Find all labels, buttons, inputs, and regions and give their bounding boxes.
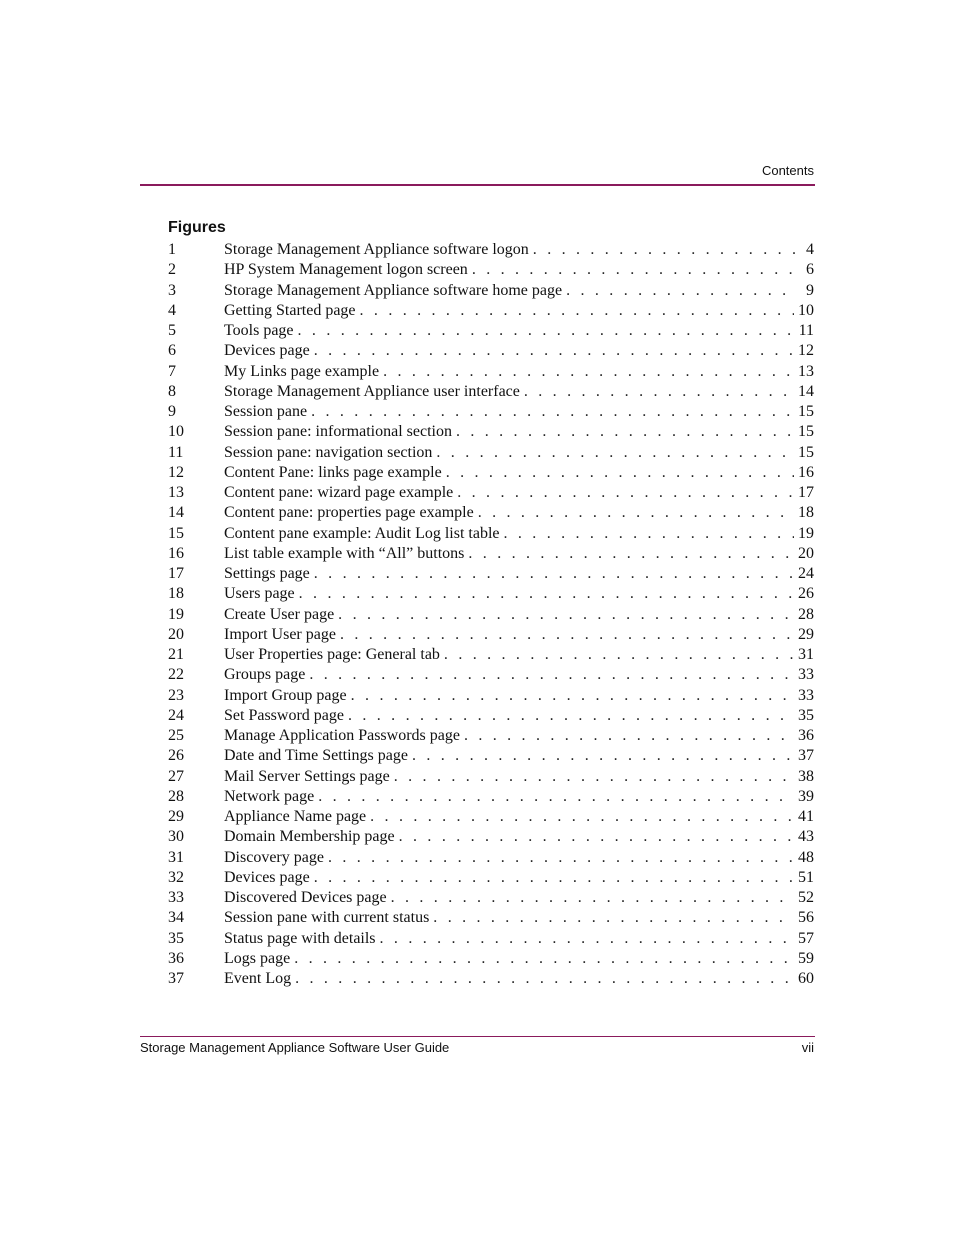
toc-entry[interactable]: [168, 463, 814, 483]
figure-number: 22: [168, 666, 184, 684]
figure-title: Import User page: [224, 625, 336, 643]
toc-entry[interactable]: [168, 564, 814, 584]
figure-number: 1: [168, 241, 176, 258]
toc-entry[interactable]: [168, 767, 814, 787]
toc-entry[interactable]: [168, 787, 814, 807]
figure-title: Groups page: [224, 666, 306, 684]
figure-number: 2: [168, 261, 176, 279]
figure-page-number: 38: [798, 767, 814, 785]
dot-leader: [391, 888, 794, 908]
figure-title: Logs page: [224, 949, 291, 967]
dot-leader: [446, 463, 794, 483]
dot-leader: [456, 422, 794, 442]
figure-title: Import Group page: [224, 686, 347, 704]
figure-number: 35: [168, 929, 184, 947]
figure-title: Session pane: informational section: [224, 423, 452, 441]
dot-leader: [328, 848, 794, 868]
figure-page-number: 31: [798, 646, 814, 663]
figure-page-number: 13: [798, 362, 814, 380]
dot-leader: [298, 321, 795, 341]
figure-number: 30: [168, 828, 184, 846]
figure-number: 3: [168, 281, 176, 299]
dot-leader: [524, 382, 794, 402]
figure-page-number: 36: [798, 727, 814, 744]
figure-number: 27: [168, 767, 184, 785]
figure-number: 17: [168, 565, 184, 582]
figure-number: 18: [168, 585, 184, 603]
figure-title: Storage Management Appliance user interface: [224, 382, 520, 400]
figure-number: 5: [168, 322, 176, 339]
figure-number: 12: [168, 463, 184, 481]
figure-number: 24: [168, 706, 184, 724]
dot-leader: [472, 260, 796, 280]
figure-number: 4: [168, 301, 176, 319]
figure-title: Appliance Name page: [224, 808, 367, 825]
figure-page-number: 29: [798, 625, 814, 643]
toc-entry[interactable]: [168, 422, 814, 442]
dot-leader: [566, 281, 796, 301]
figure-number: 33: [168, 889, 184, 906]
dot-leader: [383, 362, 794, 382]
dot-leader: [468, 544, 794, 564]
toc-entry[interactable]: [168, 382, 814, 402]
toc-entry[interactable]: [168, 402, 814, 422]
figure-title: List table example with “All” buttons: [224, 544, 465, 562]
dot-leader: [394, 767, 794, 787]
figure-number: 34: [168, 909, 184, 927]
figure-page-number: 35: [798, 706, 814, 724]
toc-entry[interactable]: [168, 544, 814, 564]
figure-number: 36: [168, 949, 184, 967]
figure-number: 25: [168, 727, 184, 744]
figure-page-number: 28: [798, 605, 814, 623]
figure-number: 20: [168, 625, 184, 643]
figure-page-number: 11: [798, 322, 814, 339]
dot-leader: [338, 605, 794, 625]
figure-page-number: 52: [798, 889, 814, 906]
figure-number: 13: [168, 484, 184, 501]
toc-entry[interactable]: [168, 605, 814, 625]
figure-number: 31: [168, 848, 184, 866]
figure-title: Getting Started page: [224, 301, 356, 319]
figure-title: Storage Management Appliance software logon: [224, 241, 529, 258]
toc-entry[interactable]: [168, 362, 814, 382]
toc-entry[interactable]: [168, 645, 814, 665]
figure-number: 19: [168, 605, 184, 623]
figure-page-number: 6: [806, 261, 814, 279]
figure-number: 28: [168, 787, 184, 805]
dot-leader: [533, 240, 796, 260]
toc-entry[interactable]: [168, 584, 814, 604]
figure-title: Session pane with current status: [224, 909, 430, 927]
header-rule: [140, 184, 815, 186]
dot-leader: [318, 787, 794, 807]
figure-page-number: 60: [798, 970, 814, 987]
figure-title: Devices page: [224, 868, 310, 886]
toc-entry[interactable]: [168, 483, 814, 503]
figure-title: Users page: [224, 585, 295, 603]
figure-title: Content pane: properties page example: [224, 504, 474, 522]
figure-title: Tools page: [224, 322, 294, 339]
figure-page-number: 48: [798, 848, 814, 866]
figure-page-number: 26: [798, 585, 814, 603]
toc-entry[interactable]: [168, 281, 814, 301]
dot-leader: [478, 503, 794, 523]
figure-page-number: 37: [798, 747, 814, 765]
figure-page-number: 12: [798, 342, 814, 360]
figure-title: Date and Time Settings page: [224, 747, 408, 765]
toc-entry[interactable]: [168, 260, 814, 280]
toc-entry[interactable]: [168, 686, 814, 706]
figure-page-number: 19: [798, 524, 814, 542]
dot-leader: [457, 483, 794, 503]
figure-number: 10: [168, 423, 184, 441]
dot-leader: [444, 645, 794, 665]
dot-leader: [314, 868, 794, 888]
dot-leader: [433, 908, 794, 928]
figure-title: Status page with details: [224, 929, 376, 947]
figure-number: 14: [168, 504, 184, 522]
figure-title: Storage Management Appliance software home page: [224, 281, 563, 299]
toc-entry[interactable]: [168, 341, 814, 361]
figure-number: 9: [168, 403, 176, 420]
footer-rule: [140, 1036, 815, 1037]
toc-entry[interactable]: [168, 807, 814, 827]
toc-entry[interactable]: [168, 443, 814, 463]
toc-entry[interactable]: [168, 524, 814, 544]
figure-page-number: 18: [798, 504, 814, 522]
toc-entry[interactable]: [168, 706, 814, 726]
figure-page-number: 24: [798, 565, 814, 582]
figures-heading: Figures: [168, 219, 226, 236]
dot-leader: [314, 341, 794, 361]
figure-page-number: 10: [798, 301, 814, 319]
toc-entry[interactable]: [168, 726, 814, 746]
figure-page-number: 16: [798, 463, 814, 481]
figure-number: 32: [168, 868, 184, 886]
dot-leader: [340, 625, 794, 645]
figure-number: 11: [168, 443, 184, 461]
toc-entry[interactable]: [168, 888, 814, 908]
figures-list: [168, 240, 814, 989]
figure-title: Event Log: [224, 970, 292, 987]
figure-title: My Links page example: [224, 362, 380, 380]
figure-page-number: 4: [806, 241, 814, 258]
figure-title: Settings page: [224, 565, 310, 582]
toc-entry[interactable]: [168, 665, 814, 685]
dot-leader: [370, 807, 794, 827]
figure-title: Domain Membership page: [224, 828, 395, 846]
figure-page-number: 39: [798, 787, 814, 805]
dot-leader: [351, 686, 794, 706]
toc-entry[interactable]: [168, 929, 814, 949]
dot-leader: [295, 969, 794, 989]
toc-entry[interactable]: [168, 827, 814, 847]
figure-page-number: 33: [798, 686, 814, 704]
figure-title: Devices page: [224, 342, 310, 360]
figure-title: Discovered Devices page: [224, 889, 387, 906]
figure-page-number: 15: [798, 423, 814, 441]
figure-title: Content Pane: links page example: [224, 463, 442, 481]
dot-leader: [399, 827, 794, 847]
figure-page-number: 14: [798, 382, 814, 400]
dot-leader: [360, 301, 794, 321]
toc-entry[interactable]: [168, 625, 814, 645]
figure-page-number: 33: [798, 666, 814, 684]
dot-leader: [309, 665, 794, 685]
footer-page-number: vii: [801, 1040, 814, 1055]
figure-number: 23: [168, 686, 184, 704]
figure-number: 21: [168, 646, 184, 663]
dot-leader: [311, 402, 794, 422]
dot-leader: [412, 746, 794, 766]
figure-number: 8: [168, 382, 176, 400]
figure-page-number: 17: [798, 484, 814, 501]
figure-title: User Properties page: General tab: [224, 646, 440, 663]
figure-number: 16: [168, 544, 184, 562]
figure-title: Create User page: [224, 605, 335, 623]
figure-page-number: 43: [798, 828, 814, 846]
figure-title: Content pane: wizard page example: [224, 484, 454, 501]
figure-page-number: 9: [806, 281, 814, 299]
dot-leader: [299, 584, 794, 604]
figure-number: 26: [168, 747, 184, 765]
figure-number: 7: [168, 362, 176, 380]
dot-leader: [464, 726, 794, 746]
toc-entry[interactable]: [168, 848, 814, 868]
figure-number: 6: [168, 342, 176, 360]
figure-title: Session pane: navigation section: [224, 443, 433, 461]
toc-entry[interactable]: [168, 949, 814, 969]
dot-leader: [436, 443, 794, 463]
figure-page-number: 41: [798, 808, 814, 825]
figure-number: 37: [168, 970, 184, 987]
figure-page-number: 15: [798, 443, 814, 461]
figure-title: HP System Management logon screen: [224, 261, 468, 279]
toc-entry[interactable]: [168, 240, 814, 260]
figure-page-number: 51: [798, 868, 814, 886]
figure-title: Set Password page: [224, 706, 344, 724]
running-header: Contents: [761, 163, 814, 178]
figure-title: Manage Application Passwords page: [224, 727, 460, 744]
figure-page-number: 56: [798, 909, 814, 927]
dot-leader: [380, 929, 794, 949]
toc-entry[interactable]: [168, 503, 814, 523]
dot-leader: [314, 564, 794, 584]
toc-entry[interactable]: [168, 746, 814, 766]
figure-page-number: 20: [798, 544, 814, 562]
figure-title: Discovery page: [224, 848, 324, 866]
toc-entry[interactable]: [168, 321, 814, 341]
footer-doc-title: Storage Management Appliance Software User Guide: [140, 1040, 450, 1055]
dot-leader: [348, 706, 794, 726]
dot-leader: [504, 524, 795, 544]
toc-entry[interactable]: [168, 868, 814, 888]
figure-page-number: 15: [798, 403, 814, 420]
figure-page-number: 57: [798, 929, 814, 947]
figure-number: 15: [168, 524, 184, 542]
toc-entry[interactable]: [168, 908, 814, 928]
figure-title: Network page: [224, 787, 315, 805]
figure-number: 29: [168, 808, 184, 825]
figure-title: Session pane: [224, 403, 308, 420]
toc-entry[interactable]: [168, 969, 814, 989]
dot-leader: [294, 949, 794, 969]
figure-title: Content pane example: Audit Log list table: [224, 524, 500, 542]
toc-entry[interactable]: [168, 301, 814, 321]
figure-page-number: 59: [798, 949, 814, 967]
figure-title: Mail Server Settings page: [224, 767, 390, 785]
